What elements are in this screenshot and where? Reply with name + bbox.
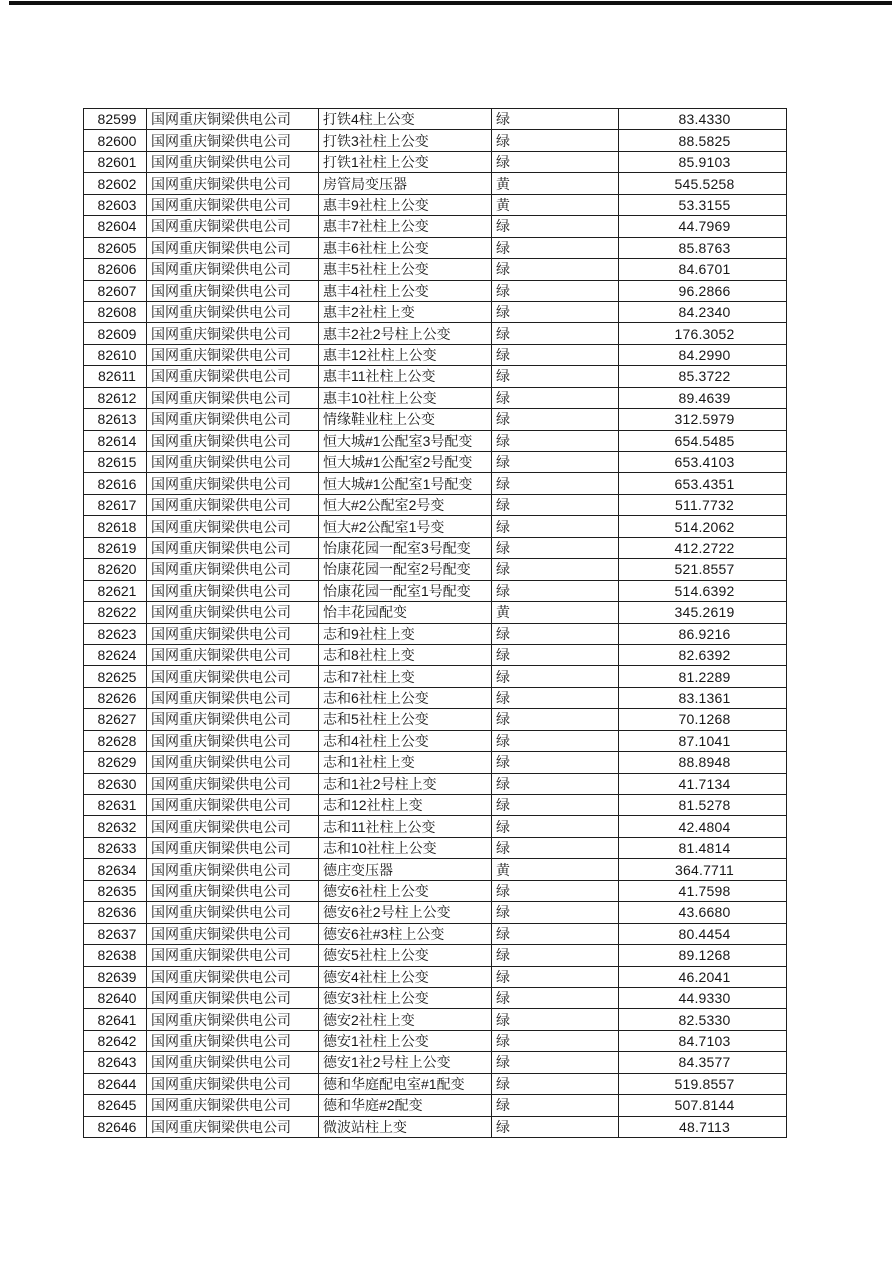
cell-value: 85.3722 bbox=[619, 366, 787, 387]
cell-device: 惠丰2社2号柱上公变 bbox=[319, 323, 492, 344]
cell-company: 国网重庆铜梁供电公司 bbox=[147, 151, 319, 172]
cell-value: 84.2990 bbox=[619, 344, 787, 365]
cell-status: 绿 bbox=[492, 259, 619, 280]
cell-device: 惠丰11社柱上公变 bbox=[319, 366, 492, 387]
table-row bbox=[84, 494, 787, 515]
table-row bbox=[84, 194, 787, 215]
table-row bbox=[84, 237, 787, 258]
cell-company: 国网重庆铜梁供电公司 bbox=[147, 301, 319, 322]
cell-status: 绿 bbox=[492, 902, 619, 923]
cell-value: 53.3155 bbox=[619, 194, 787, 215]
table-row bbox=[84, 537, 787, 558]
cell-company: 国网重庆铜梁供电公司 bbox=[147, 216, 319, 237]
cell-company: 国网重庆铜梁供电公司 bbox=[147, 816, 319, 837]
cell-status: 绿 bbox=[492, 1030, 619, 1051]
cell-company: 国网重庆铜梁供电公司 bbox=[147, 966, 319, 987]
cell-value: 82.5330 bbox=[619, 1009, 787, 1030]
cell-status: 绿 bbox=[492, 109, 619, 130]
cell-id: 82644 bbox=[84, 1073, 147, 1094]
cell-company: 国网重庆铜梁供电公司 bbox=[147, 945, 319, 966]
table-row bbox=[84, 687, 787, 708]
cell-device: 微波站柱上变 bbox=[319, 1116, 492, 1137]
table-row bbox=[84, 945, 787, 966]
cell-device: 惠丰4社柱上公变 bbox=[319, 280, 492, 301]
cell-value: 96.2866 bbox=[619, 280, 787, 301]
cell-status: 绿 bbox=[492, 644, 619, 665]
cell-device: 志和1社柱上变 bbox=[319, 752, 492, 773]
table-row bbox=[84, 987, 787, 1008]
cell-status: 绿 bbox=[492, 687, 619, 708]
cell-value: 312.5979 bbox=[619, 409, 787, 430]
cell-id: 82621 bbox=[84, 580, 147, 601]
cell-company: 国网重庆铜梁供电公司 bbox=[147, 452, 319, 473]
cell-company: 国网重庆铜梁供电公司 bbox=[147, 109, 319, 130]
cell-value: 89.1268 bbox=[619, 945, 787, 966]
cell-value: 85.9103 bbox=[619, 151, 787, 172]
cell-device: 打铁1社柱上公变 bbox=[319, 151, 492, 172]
cell-value: 70.1268 bbox=[619, 709, 787, 730]
cell-status: 绿 bbox=[492, 216, 619, 237]
cell-value: 81.2289 bbox=[619, 666, 787, 687]
cell-company: 国网重庆铜梁供电公司 bbox=[147, 687, 319, 708]
cell-device: 惠丰2社柱上变 bbox=[319, 301, 492, 322]
cell-status: 绿 bbox=[492, 537, 619, 558]
cell-value: 176.3052 bbox=[619, 323, 787, 344]
cell-status: 绿 bbox=[492, 709, 619, 730]
table-row bbox=[84, 173, 787, 194]
cell-device: 惠丰9社柱上公变 bbox=[319, 194, 492, 215]
cell-company: 国网重庆铜梁供电公司 bbox=[147, 602, 319, 623]
transformer-table-body bbox=[84, 109, 787, 1138]
cell-device: 惠丰5社柱上公变 bbox=[319, 259, 492, 280]
cell-status: 绿 bbox=[492, 966, 619, 987]
cell-value: 521.8557 bbox=[619, 559, 787, 580]
cell-value: 507.8144 bbox=[619, 1095, 787, 1116]
cell-id: 82635 bbox=[84, 880, 147, 901]
cell-device: 德安1社2号柱上公变 bbox=[319, 1052, 492, 1073]
cell-status: 绿 bbox=[492, 237, 619, 258]
table-row bbox=[84, 666, 787, 687]
cell-id: 82634 bbox=[84, 859, 147, 880]
cell-status: 绿 bbox=[492, 473, 619, 494]
cell-status: 绿 bbox=[492, 430, 619, 451]
cell-status: 绿 bbox=[492, 280, 619, 301]
cell-value: 653.4351 bbox=[619, 473, 787, 494]
cell-device: 德和华庭#2配变 bbox=[319, 1095, 492, 1116]
cell-company: 国网重庆铜梁供电公司 bbox=[147, 880, 319, 901]
cell-device: 房管局变压器 bbox=[319, 173, 492, 194]
cell-company: 国网重庆铜梁供电公司 bbox=[147, 859, 319, 880]
cell-status: 绿 bbox=[492, 880, 619, 901]
cell-device: 惠丰10社柱上公变 bbox=[319, 387, 492, 408]
cell-device: 打铁4柱上公变 bbox=[319, 109, 492, 130]
cell-id: 82603 bbox=[84, 194, 147, 215]
cell-company: 国网重庆铜梁供电公司 bbox=[147, 259, 319, 280]
cell-value: 514.2062 bbox=[619, 516, 787, 537]
cell-company: 国网重庆铜梁供电公司 bbox=[147, 387, 319, 408]
cell-value: 519.8557 bbox=[619, 1073, 787, 1094]
cell-status: 绿 bbox=[492, 795, 619, 816]
cell-status: 绿 bbox=[492, 923, 619, 944]
cell-status: 绿 bbox=[492, 1116, 619, 1137]
cell-status: 绿 bbox=[492, 559, 619, 580]
cell-device: 志和8社柱上变 bbox=[319, 644, 492, 665]
cell-id: 82624 bbox=[84, 644, 147, 665]
cell-device: 恒大城#1公配室1号配变 bbox=[319, 473, 492, 494]
cell-value: 412.2722 bbox=[619, 537, 787, 558]
cell-device: 德安3社柱上公变 bbox=[319, 987, 492, 1008]
table-row bbox=[84, 923, 787, 944]
cell-company: 国网重庆铜梁供电公司 bbox=[147, 987, 319, 1008]
cell-company: 国网重庆铜梁供电公司 bbox=[147, 709, 319, 730]
cell-company: 国网重庆铜梁供电公司 bbox=[147, 494, 319, 515]
cell-status: 绿 bbox=[492, 1073, 619, 1094]
cell-device: 惠丰12社柱上公变 bbox=[319, 344, 492, 365]
cell-company: 国网重庆铜梁供电公司 bbox=[147, 1009, 319, 1030]
cell-id: 82627 bbox=[84, 709, 147, 730]
cell-status: 绿 bbox=[492, 666, 619, 687]
cell-id: 82642 bbox=[84, 1030, 147, 1051]
cell-device: 德和华庭配电室#1配变 bbox=[319, 1073, 492, 1094]
cell-device: 怡康花园一配室2号配变 bbox=[319, 559, 492, 580]
cell-id: 82645 bbox=[84, 1095, 147, 1116]
cell-company: 国网重庆铜梁供电公司 bbox=[147, 323, 319, 344]
table-row bbox=[84, 795, 787, 816]
cell-company: 国网重庆铜梁供电公司 bbox=[147, 194, 319, 215]
cell-device: 恒大城#1公配室2号配变 bbox=[319, 452, 492, 473]
cell-id: 82619 bbox=[84, 537, 147, 558]
cell-id: 82622 bbox=[84, 602, 147, 623]
cell-device: 志和11社柱上公变 bbox=[319, 816, 492, 837]
cell-id: 82610 bbox=[84, 344, 147, 365]
cell-id: 82604 bbox=[84, 216, 147, 237]
cell-value: 83.4330 bbox=[619, 109, 787, 130]
table-row bbox=[84, 816, 787, 837]
cell-company: 国网重庆铜梁供电公司 bbox=[147, 1073, 319, 1094]
table-row bbox=[84, 709, 787, 730]
cell-id: 82633 bbox=[84, 837, 147, 858]
cell-status: 绿 bbox=[492, 409, 619, 430]
cell-id: 82620 bbox=[84, 559, 147, 580]
cell-company: 国网重庆铜梁供电公司 bbox=[147, 644, 319, 665]
cell-id: 82599 bbox=[84, 109, 147, 130]
cell-device: 志和7社柱上变 bbox=[319, 666, 492, 687]
cell-id: 82613 bbox=[84, 409, 147, 430]
table-row bbox=[84, 452, 787, 473]
cell-value: 81.4814 bbox=[619, 837, 787, 858]
cell-status: 绿 bbox=[492, 516, 619, 537]
cell-value: 44.7969 bbox=[619, 216, 787, 237]
table-row bbox=[84, 280, 787, 301]
cell-id: 82608 bbox=[84, 301, 147, 322]
cell-id: 82614 bbox=[84, 430, 147, 451]
cell-company: 国网重庆铜梁供电公司 bbox=[147, 430, 319, 451]
cell-device: 德安6社柱上公变 bbox=[319, 880, 492, 901]
table-row bbox=[84, 344, 787, 365]
cell-id: 82631 bbox=[84, 795, 147, 816]
table-row bbox=[84, 109, 787, 130]
table-row bbox=[84, 559, 787, 580]
table-row bbox=[84, 966, 787, 987]
cell-value: 364.7711 bbox=[619, 859, 787, 880]
cell-device: 怡康花园一配室1号配变 bbox=[319, 580, 492, 601]
table-row bbox=[84, 366, 787, 387]
cell-company: 国网重庆铜梁供电公司 bbox=[147, 237, 319, 258]
cell-value: 87.1041 bbox=[619, 730, 787, 751]
cell-id: 82612 bbox=[84, 387, 147, 408]
cell-value: 42.4804 bbox=[619, 816, 787, 837]
cell-id: 82606 bbox=[84, 259, 147, 280]
cell-device: 打铁3社柱上公变 bbox=[319, 130, 492, 151]
table-row bbox=[84, 1052, 787, 1073]
cell-company: 国网重庆铜梁供电公司 bbox=[147, 559, 319, 580]
table-row bbox=[84, 1030, 787, 1051]
table-row bbox=[84, 473, 787, 494]
cell-device: 惠丰7社柱上公变 bbox=[319, 216, 492, 237]
cell-id: 82625 bbox=[84, 666, 147, 687]
cell-device: 惠丰6社柱上公变 bbox=[319, 237, 492, 258]
cell-company: 国网重庆铜梁供电公司 bbox=[147, 1030, 319, 1051]
cell-company: 国网重庆铜梁供电公司 bbox=[147, 1052, 319, 1073]
transformer-table bbox=[83, 108, 787, 1138]
cell-value: 81.5278 bbox=[619, 795, 787, 816]
table-row bbox=[84, 623, 787, 644]
cell-status: 绿 bbox=[492, 301, 619, 322]
cell-device: 恒大#2公配室1号变 bbox=[319, 516, 492, 537]
cell-id: 82646 bbox=[84, 1116, 147, 1137]
cell-device: 德安6社2号柱上公变 bbox=[319, 902, 492, 923]
cell-value: 84.2340 bbox=[619, 301, 787, 322]
table-row bbox=[84, 859, 787, 880]
table-row bbox=[84, 752, 787, 773]
table-row bbox=[84, 1009, 787, 1030]
table-row bbox=[84, 1095, 787, 1116]
cell-status: 绿 bbox=[492, 151, 619, 172]
cell-value: 44.9330 bbox=[619, 987, 787, 1008]
table-row bbox=[84, 516, 787, 537]
cell-status: 绿 bbox=[492, 344, 619, 365]
cell-value: 41.7134 bbox=[619, 773, 787, 794]
cell-company: 国网重庆铜梁供电公司 bbox=[147, 902, 319, 923]
cell-value: 41.7598 bbox=[619, 880, 787, 901]
cell-device: 德安6社#3柱上公变 bbox=[319, 923, 492, 944]
cell-value: 88.8948 bbox=[619, 752, 787, 773]
table-row bbox=[84, 644, 787, 665]
table-row bbox=[84, 880, 787, 901]
cell-status: 绿 bbox=[492, 730, 619, 751]
cell-value: 345.2619 bbox=[619, 602, 787, 623]
cell-status: 黄 bbox=[492, 173, 619, 194]
cell-id: 82636 bbox=[84, 902, 147, 923]
cell-company: 国网重庆铜梁供电公司 bbox=[147, 1116, 319, 1137]
cell-company: 国网重庆铜梁供电公司 bbox=[147, 537, 319, 558]
cell-value: 43.6680 bbox=[619, 902, 787, 923]
cell-id: 82615 bbox=[84, 452, 147, 473]
cell-company: 国网重庆铜梁供电公司 bbox=[147, 623, 319, 644]
cell-status: 绿 bbox=[492, 987, 619, 1008]
cell-id: 82640 bbox=[84, 987, 147, 1008]
cell-company: 国网重庆铜梁供电公司 bbox=[147, 473, 319, 494]
cell-value: 46.2041 bbox=[619, 966, 787, 987]
table-row bbox=[84, 409, 787, 430]
cell-device: 德安1社柱上公变 bbox=[319, 1030, 492, 1051]
cell-id: 82609 bbox=[84, 323, 147, 344]
cell-status: 绿 bbox=[492, 452, 619, 473]
cell-status: 绿 bbox=[492, 1095, 619, 1116]
cell-company: 国网重庆铜梁供电公司 bbox=[147, 409, 319, 430]
cell-value: 654.5485 bbox=[619, 430, 787, 451]
cell-status: 绿 bbox=[492, 945, 619, 966]
table-row bbox=[84, 1073, 787, 1094]
cell-device: 怡丰花园配变 bbox=[319, 602, 492, 623]
cell-value: 514.6392 bbox=[619, 580, 787, 601]
table-row bbox=[84, 216, 787, 237]
cell-id: 82643 bbox=[84, 1052, 147, 1073]
cell-status: 绿 bbox=[492, 1009, 619, 1030]
cell-id: 82639 bbox=[84, 966, 147, 987]
cell-device: 志和1社2号柱上变 bbox=[319, 773, 492, 794]
cell-id: 82617 bbox=[84, 494, 147, 515]
cell-id: 82600 bbox=[84, 130, 147, 151]
cell-status: 绿 bbox=[492, 752, 619, 773]
cell-company: 国网重庆铜梁供电公司 bbox=[147, 837, 319, 858]
cell-company: 国网重庆铜梁供电公司 bbox=[147, 795, 319, 816]
table-row bbox=[84, 259, 787, 280]
cell-value: 653.4103 bbox=[619, 452, 787, 473]
cell-id: 82611 bbox=[84, 366, 147, 387]
cell-device: 志和6社柱上公变 bbox=[319, 687, 492, 708]
cell-device: 情缘鞋业柱上公变 bbox=[319, 409, 492, 430]
cell-id: 82602 bbox=[84, 173, 147, 194]
cell-status: 绿 bbox=[492, 323, 619, 344]
table-row bbox=[84, 130, 787, 151]
cell-id: 82605 bbox=[84, 237, 147, 258]
cell-id: 82623 bbox=[84, 623, 147, 644]
cell-device: 德安2社柱上变 bbox=[319, 1009, 492, 1030]
cell-value: 84.7103 bbox=[619, 1030, 787, 1051]
cell-status: 绿 bbox=[492, 623, 619, 644]
cell-id: 82628 bbox=[84, 730, 147, 751]
cell-status: 黄 bbox=[492, 859, 619, 880]
cell-company: 国网重庆铜梁供电公司 bbox=[147, 1095, 319, 1116]
cell-device: 志和4社柱上公变 bbox=[319, 730, 492, 751]
cell-device: 怡康花园一配室3号配变 bbox=[319, 537, 492, 558]
cell-value: 48.7113 bbox=[619, 1116, 787, 1137]
cell-status: 绿 bbox=[492, 366, 619, 387]
cell-company: 国网重庆铜梁供电公司 bbox=[147, 666, 319, 687]
table-row bbox=[84, 301, 787, 322]
cell-company: 国网重庆铜梁供电公司 bbox=[147, 344, 319, 365]
cell-value: 545.5258 bbox=[619, 173, 787, 194]
cell-id: 82638 bbox=[84, 945, 147, 966]
cell-value: 80.4454 bbox=[619, 923, 787, 944]
cell-id: 82616 bbox=[84, 473, 147, 494]
table-row bbox=[84, 837, 787, 858]
cell-value: 88.5825 bbox=[619, 130, 787, 151]
cell-status: 绿 bbox=[492, 387, 619, 408]
cell-id: 82626 bbox=[84, 687, 147, 708]
cell-id: 82629 bbox=[84, 752, 147, 773]
cell-company: 国网重庆铜梁供电公司 bbox=[147, 366, 319, 387]
page-top-edge-bar bbox=[9, 1, 892, 5]
cell-company: 国网重庆铜梁供电公司 bbox=[147, 280, 319, 301]
cell-company: 国网重庆铜梁供电公司 bbox=[147, 173, 319, 194]
cell-device: 恒大#2公配室2号变 bbox=[319, 494, 492, 515]
cell-status: 黄 bbox=[492, 194, 619, 215]
cell-company: 国网重庆铜梁供电公司 bbox=[147, 730, 319, 751]
cell-value: 82.6392 bbox=[619, 644, 787, 665]
cell-status: 绿 bbox=[492, 837, 619, 858]
cell-value: 84.6701 bbox=[619, 259, 787, 280]
table-row bbox=[84, 902, 787, 923]
table-row bbox=[84, 387, 787, 408]
cell-value: 511.7732 bbox=[619, 494, 787, 515]
cell-id: 82618 bbox=[84, 516, 147, 537]
table-row bbox=[84, 1116, 787, 1137]
cell-device: 德安4社柱上公变 bbox=[319, 966, 492, 987]
cell-device: 德庄变压器 bbox=[319, 859, 492, 880]
cell-company: 国网重庆铜梁供电公司 bbox=[147, 773, 319, 794]
cell-device: 志和9社柱上变 bbox=[319, 623, 492, 644]
cell-status: 绿 bbox=[492, 580, 619, 601]
cell-value: 86.9216 bbox=[619, 623, 787, 644]
cell-id: 82601 bbox=[84, 151, 147, 172]
cell-id: 82637 bbox=[84, 923, 147, 944]
cell-status: 绿 bbox=[492, 1052, 619, 1073]
cell-value: 85.8763 bbox=[619, 237, 787, 258]
cell-company: 国网重庆铜梁供电公司 bbox=[147, 516, 319, 537]
table-row bbox=[84, 602, 787, 623]
cell-status: 黄 bbox=[492, 602, 619, 623]
cell-company: 国网重庆铜梁供电公司 bbox=[147, 580, 319, 601]
cell-device: 德安5社柱上公变 bbox=[319, 945, 492, 966]
cell-value: 84.3577 bbox=[619, 1052, 787, 1073]
cell-status: 绿 bbox=[492, 773, 619, 794]
table-row bbox=[84, 323, 787, 344]
cell-company: 国网重庆铜梁供电公司 bbox=[147, 923, 319, 944]
cell-value: 83.1361 bbox=[619, 687, 787, 708]
cell-id: 82641 bbox=[84, 1009, 147, 1030]
cell-device: 志和10社柱上公变 bbox=[319, 837, 492, 858]
table-row bbox=[84, 580, 787, 601]
cell-id: 82630 bbox=[84, 773, 147, 794]
cell-device: 志和5社柱上公变 bbox=[319, 709, 492, 730]
table-row bbox=[84, 773, 787, 794]
cell-device: 志和12社柱上变 bbox=[319, 795, 492, 816]
cell-device: 恒大城#1公配室3号配变 bbox=[319, 430, 492, 451]
cell-id: 82632 bbox=[84, 816, 147, 837]
table-row bbox=[84, 730, 787, 751]
cell-value: 89.4639 bbox=[619, 387, 787, 408]
cell-company: 国网重庆铜梁供电公司 bbox=[147, 752, 319, 773]
cell-status: 绿 bbox=[492, 816, 619, 837]
cell-company: 国网重庆铜梁供电公司 bbox=[147, 130, 319, 151]
cell-id: 82607 bbox=[84, 280, 147, 301]
table-row bbox=[84, 151, 787, 172]
cell-status: 绿 bbox=[492, 494, 619, 515]
cell-status: 绿 bbox=[492, 130, 619, 151]
table-row bbox=[84, 430, 787, 451]
